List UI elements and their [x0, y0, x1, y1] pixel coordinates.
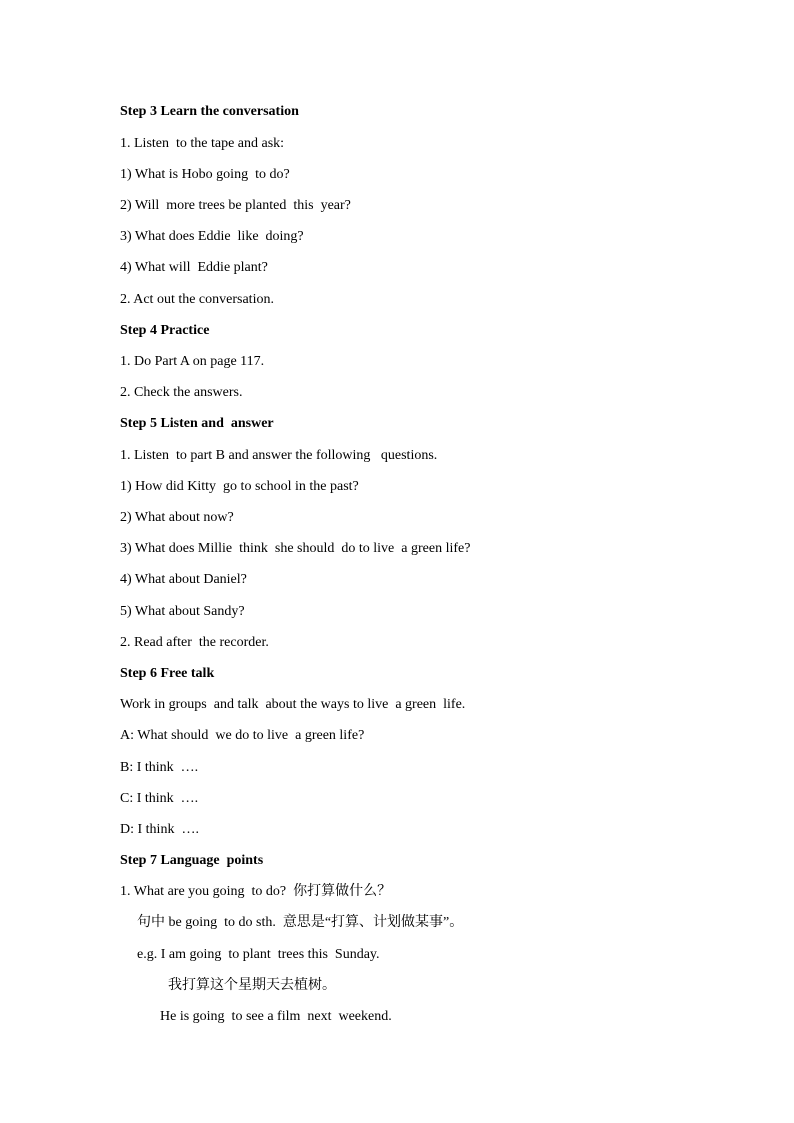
- step7-example1-translation: 我打算这个星期天去植树。: [168, 978, 336, 993]
- step5-item1: 1. Listen to part B and answer the following questions.: [120, 448, 438, 463]
- step5-item2: 2. Read after the recorder.: [120, 635, 269, 650]
- step5-heading: Step 5 Listen and answer: [120, 416, 274, 431]
- step6-heading: Step 6 Free talk: [120, 666, 215, 681]
- step5-question2: 2) What about now?: [120, 510, 234, 525]
- step3-item1: 1. Listen to the tape and ask:: [120, 136, 285, 151]
- step4-item1: 1. Do Part A on page 117.: [120, 354, 265, 369]
- step7-explanation: 句中 be going to do sth. 意思是“打算、计划做某事”。: [137, 915, 464, 930]
- step4-item2: 2. Check the answers.: [120, 385, 243, 400]
- step3-question1: 1) What is Hobo going to do?: [120, 167, 290, 182]
- step7-item1: 1. What are you going to do? 你打算做什么？: [120, 884, 392, 899]
- step3-question3: 3) What does Eddie like doing?: [120, 229, 304, 244]
- step7-heading: Step 7 Language points: [120, 853, 264, 868]
- step7-example2: He is going to see a film next weekend.: [160, 1009, 392, 1024]
- step3-heading: Step 3 Learn the conversation: [120, 104, 299, 119]
- step6-dialogue-c: C: I think ….: [120, 791, 199, 806]
- step5-question3: 3) What does Millie think she should do to live a green life?: [120, 541, 471, 556]
- step3-question4: 4) What will Eddie plant?: [120, 260, 268, 275]
- step5-question1: 1) How did Kitty go to school in the past?: [120, 479, 359, 494]
- step7-example1: e.g. I am going to plant trees this Sunday.: [137, 947, 380, 962]
- step5-question5: 5) What about Sandy?: [120, 604, 245, 619]
- step4-heading: Step 4 Practice: [120, 323, 210, 338]
- step5-question4: 4) What about Daniel?: [120, 572, 247, 587]
- step6-dialogue-d: D: I think ….: [120, 822, 199, 837]
- step3-question2: 2) Will more trees be planted this year?: [120, 198, 351, 213]
- step6-intro: Work in groups and talk about the ways to live a green life.: [120, 697, 466, 712]
- step6-dialogue-b: B: I think ….: [120, 760, 199, 775]
- step6-dialogue-a: A: What should we do to live a green life?: [120, 728, 365, 743]
- step3-item2: 2. Act out the conversation.: [120, 292, 274, 307]
